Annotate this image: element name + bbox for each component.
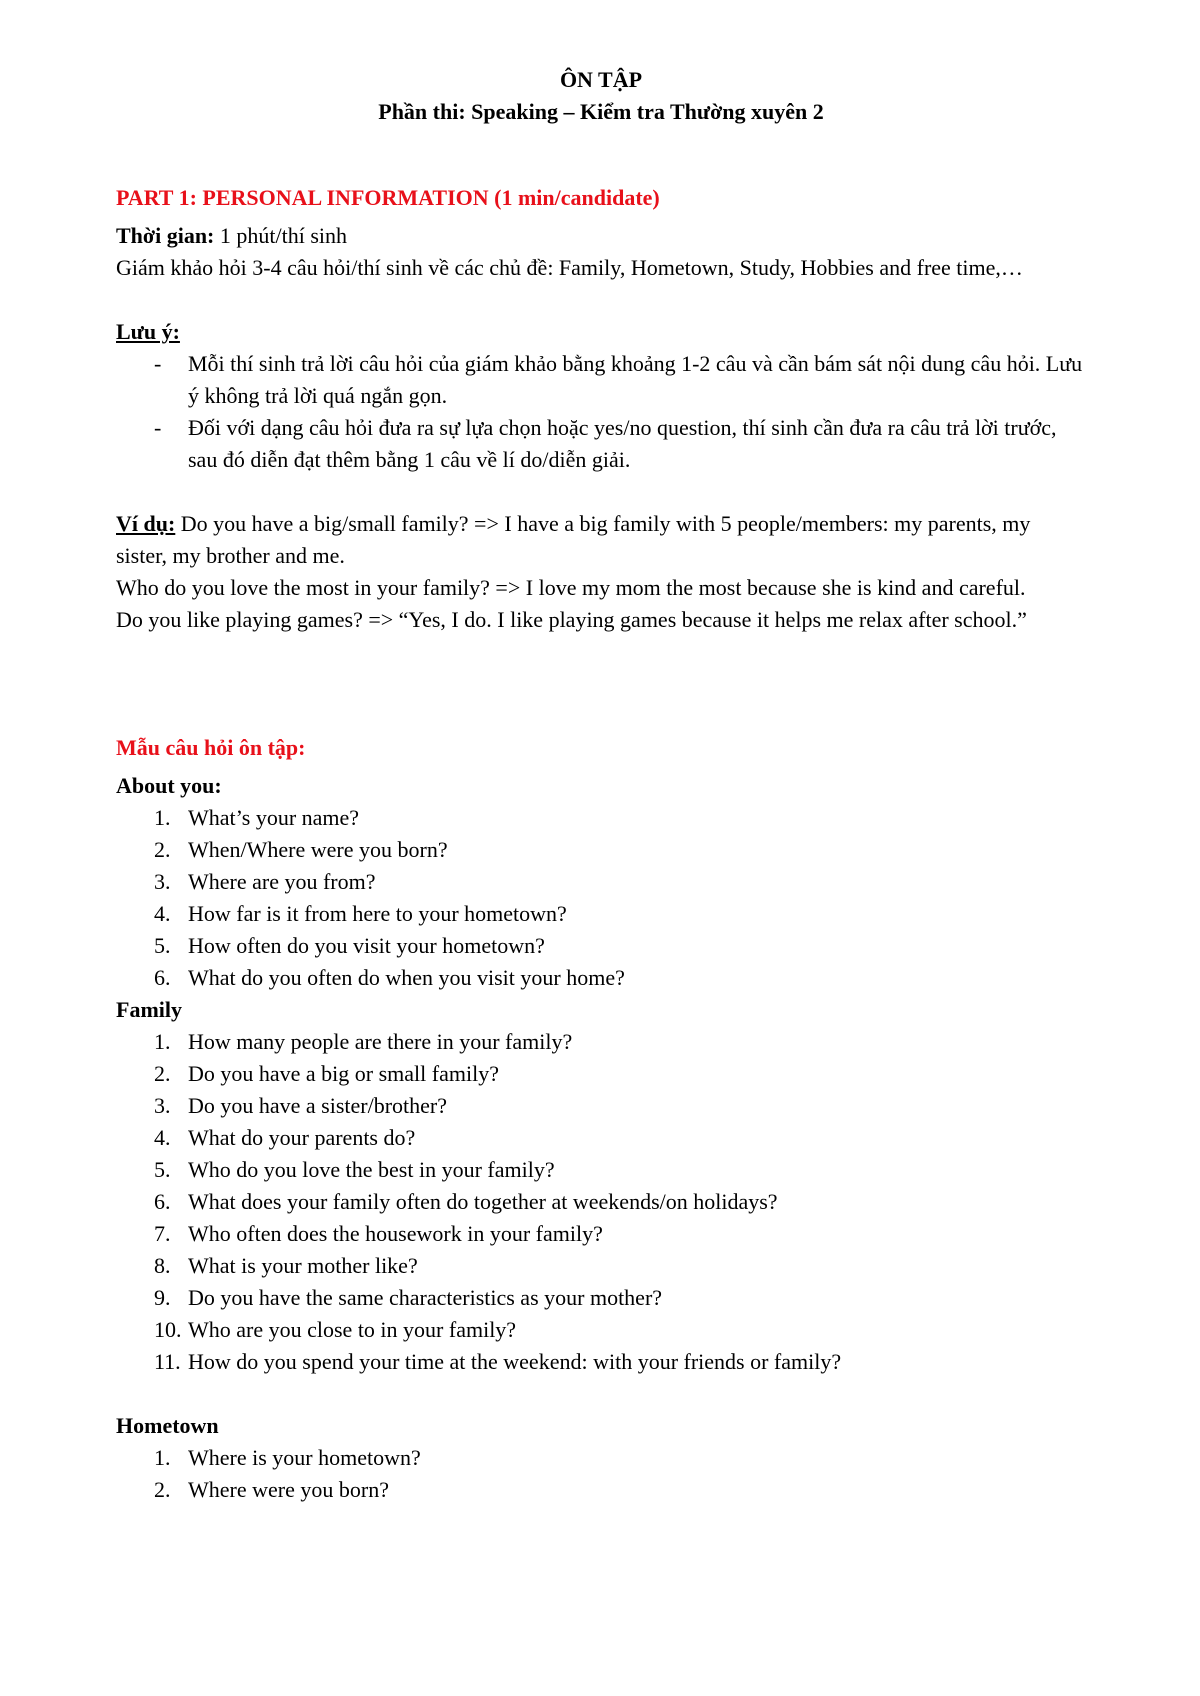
dash-bullet: - xyxy=(154,415,162,440)
question-text: Who do you love the best in your family? xyxy=(188,1157,555,1182)
question-text: Where are you from? xyxy=(188,869,376,894)
note-item xyxy=(116,348,1086,412)
note-item xyxy=(116,412,1086,476)
question-text: How do you spend your time at the weekend: with your friends or family? xyxy=(188,1349,842,1374)
about-you-title: About you: xyxy=(116,773,222,798)
hometown-title: Hometown xyxy=(116,1413,219,1438)
about-you-list xyxy=(116,802,1086,994)
example-line-1 xyxy=(116,508,1086,572)
list-item: 5. How often do you visit your hometown? xyxy=(154,933,545,958)
list-item: 2. Where were you born? xyxy=(154,1477,389,1502)
question-text: Do you have a sister/brother? xyxy=(188,1093,448,1118)
part1-heading: PART 1: PERSONAL INFORMATION (1 min/candidate) xyxy=(116,185,660,210)
question-text: Do you have the same characteristics as your mother? xyxy=(188,1285,663,1310)
list-item: 3. Do you have a sister/brother? xyxy=(154,1093,448,1118)
document-title: ÔN TẬP xyxy=(559,67,643,92)
list-item: 7. Who often does the housework in your family? xyxy=(154,1221,603,1246)
part1-description: Giám khảo hỏi 3-4 câu hỏi/thí sinh về các chủ đề: Family, Hometown, Study, Hobbies and free time,… xyxy=(116,255,1023,280)
list-item: 4. What do your parents do? xyxy=(154,1125,416,1150)
time-value: 1 phút/thí sinh xyxy=(214,223,348,248)
question-text: How many people are there in your family? xyxy=(188,1029,573,1054)
question-text: What do you often do when you visit your home? xyxy=(188,965,625,990)
question-text: When/Where were you born? xyxy=(188,837,448,862)
list-item: 1. What’s your name? xyxy=(154,805,360,830)
list-item: 9. Do you have the same characteristics as your mother? xyxy=(154,1285,663,1310)
question-text: Do you have a big or small family? xyxy=(188,1061,499,1086)
question-text: How often do you visit your hometown? xyxy=(188,933,545,958)
list-item: 1. Where is your hometown? xyxy=(154,1445,421,1470)
list-item: 1. How many people are there in your family? xyxy=(154,1029,573,1054)
note-text: Đối với dạng câu hỏi đưa ra sự lựa chọn hoặc yes/no question, thí sinh cần đưa ra câu trả lời trước, sau đó diễn đạt thêm bằng 1 câu về lí do/diễn giải. xyxy=(188,415,1057,472)
sample-questions-heading: Mẫu câu hỏi ôn tập: xyxy=(116,735,306,760)
list-item: 4. How far is it from here to your hometown? xyxy=(154,901,567,926)
list-item: 6. What do you often do when you visit your home? xyxy=(154,965,625,990)
family-title: Family xyxy=(116,997,182,1022)
question-text: What is your mother like? xyxy=(188,1253,418,1278)
note-text: Mỗi thí sinh trả lời câu hỏi của giám khảo bằng khoảng 1-2 câu và cần bám sát nội dung câu hỏi. Lưu ý không trả lời quá ngắn gọn. xyxy=(188,351,1083,408)
question-text: How far is it from here to your hometown? xyxy=(188,901,567,926)
question-text: What does your family often do together at weekends/on holidays? xyxy=(188,1189,778,1214)
list-item: 6. What does your family often do together at weekends/on holidays? xyxy=(154,1189,778,1214)
time-line xyxy=(116,220,1086,252)
example-line-3: Do you like playing games? => “Yes, I do. I like playing games because it helps me relax after school.” xyxy=(116,607,1027,632)
document-content xyxy=(116,64,1086,1506)
list-item: 2. Do you have a big or small family? xyxy=(154,1061,499,1086)
dash-bullet: - xyxy=(154,351,162,376)
example-line-2: Who do you love the most in your family? => I love my mom the most because she is kind and careful. xyxy=(116,575,1026,600)
example-label: Ví dụ: xyxy=(116,511,176,536)
question-text: Who are you close to in your family? xyxy=(188,1317,517,1342)
question-text: What’s your name? xyxy=(188,805,360,830)
notes-label: Lưu ý: xyxy=(116,319,180,344)
list-item: 11. How do you spend your time at the weekend: with your friends or family? xyxy=(154,1349,842,1374)
family-list xyxy=(116,1026,1086,1378)
list-item: 10. Who are you close to in your family? xyxy=(154,1317,517,1342)
hometown-list xyxy=(116,1442,1086,1506)
question-text: Where were you born? xyxy=(188,1477,389,1502)
list-item: 5. Who do you love the best in your family? xyxy=(154,1157,555,1182)
question-text: Who often does the housework in your family? xyxy=(188,1221,603,1246)
question-text: What do your parents do? xyxy=(188,1125,416,1150)
example-text: Do you have a big/small family? => I have a big family with 5 people/members: my parents, my sister, my brother and me. xyxy=(116,511,1031,568)
document-subtitle: Phần thi: Speaking – Kiểm tra Thường xuyên 2 xyxy=(378,99,824,124)
time-label: Thời gian: xyxy=(116,223,215,248)
notes-list xyxy=(116,348,1086,476)
question-text: Where is your hometown? xyxy=(188,1445,421,1470)
list-item: 8. What is your mother like? xyxy=(154,1253,418,1278)
list-item: 3. Where are you from? xyxy=(154,869,376,894)
list-item: 2. When/Where were you born? xyxy=(154,837,448,862)
